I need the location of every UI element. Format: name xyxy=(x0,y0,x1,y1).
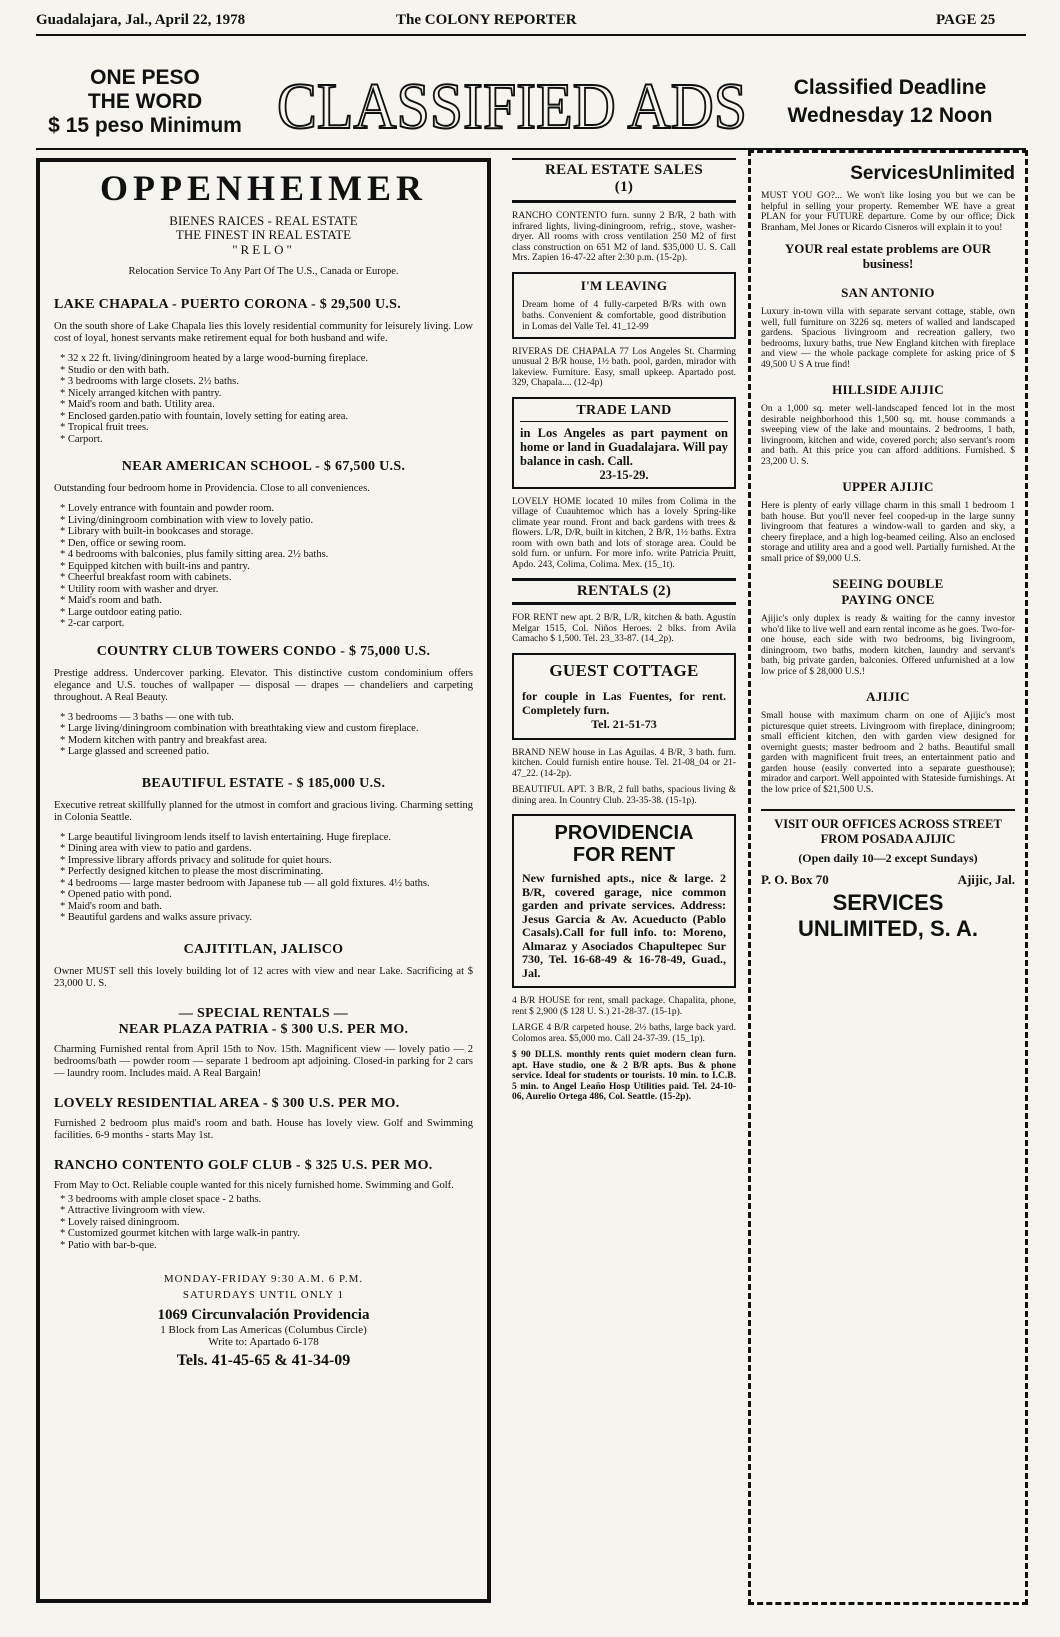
feature-item: * Maid's room and bath. xyxy=(72,595,473,607)
services-unlimited-ad xyxy=(748,150,1028,1605)
feature-item: * Tropical fruit trees. xyxy=(72,422,473,434)
feature-item: * Opened patio with pond. xyxy=(72,889,473,901)
oppenheimer-relo: "RELO" xyxy=(232,242,295,257)
office-address-note: 1 Block from Las Americas (Columbus Circle) xyxy=(160,1324,367,1336)
feature-item: * Den, office or sewing room. xyxy=(72,538,473,550)
town: Ajijic, Jal. xyxy=(957,872,1015,887)
section-head-sales: REAL ESTATE SALES xyxy=(512,158,736,179)
oppenheimer-sub1: BIENES RAICES - REAL ESTATE xyxy=(169,213,358,228)
listing-subhead: PAYING ONCE xyxy=(841,592,935,607)
unlimited-logo: UNLIMITED, S. A. xyxy=(797,916,979,941)
masthead-paper: The COLONY REPORTER xyxy=(396,12,577,28)
listing-head: AJIJIC xyxy=(866,689,910,704)
section-number: (1) xyxy=(512,179,736,203)
feature-item: * Large glassed and screened patio. xyxy=(72,746,473,758)
feature-item: * Nicely arranged kitchen with pantry. xyxy=(72,388,473,400)
feature-item: * Large beautiful livingroom lends itself to lavish entertaining. Huge fireplace. xyxy=(72,832,473,844)
deadline-line-2: Wednesday 12 Noon xyxy=(787,104,993,127)
feature-item: * Impressive library affords privacy and solitude for quiet hours. xyxy=(72,855,473,867)
feature-item: * Studio or den with bath. xyxy=(72,365,473,377)
listing-head: RANCHO CONTENTO GOLF CLUB - $ 325 U.S. PER MO. xyxy=(54,1157,433,1173)
oppenheimer-name: OPPENHEIMER xyxy=(99,168,427,208)
listing-text: Outstanding four bedroom home in Providencia. Close to all conveniences. xyxy=(54,483,370,494)
ad-head: TRADE LAND xyxy=(520,403,728,422)
feature-item: * Modern kitchen with pantry and breakfast area. xyxy=(72,735,473,747)
office-phones: Tels. 41-45-65 & 41-34-09 xyxy=(176,1352,351,1369)
po-box: P. O. Box 70 xyxy=(761,872,829,887)
ad-subhead: FOR RENT xyxy=(572,844,676,866)
feature-item: * Carport. xyxy=(72,434,473,446)
svc-head: ServicesUnlimited xyxy=(850,163,1015,184)
ad-brand-new: BRAND NEW house in Las Aguilas. 4 B/R, 3 bath. furn. kitchen. Could furnish entire house. Tel. 21-08_04 or 21-47_22. (14-2p). xyxy=(512,747,736,779)
listing-text: Ajijic's only duplex is ready & waiting for the canny investor who'd like to live well and earn rental income as he goes. Two-for-one house, each side with two bedrooms, big livingroom, diningroom, two baths, modern kitchen, laundry and servant's bath, big private garden, balconies. Offered unfurnished at a low low price of $ 28,000 U.S.! xyxy=(761,614,1015,677)
office-address: 1069 Circunvalación Providencia xyxy=(157,1307,370,1323)
feature-item: * Maid's room and bath. xyxy=(72,901,473,913)
svc-must-you-go: MUST YOU GO?... We won't like losing you but we can be helpful in selling your property. Remember WE have a great PLAN for your FUTURE departure. Come by our office; Dick Branham, Mel Jones or Ricardo Cisneros will explain it to you! xyxy=(761,191,1015,233)
feature-item: * 3 bedrooms with large closets. 2½ baths. xyxy=(72,376,473,388)
listing-text: Here is plenty of early village charm in this small 1 bedroom 1 bath house. But you'll never feel cooped-up in the large sunny livingroom that features a window-wall to garden and sky, a cheery fireplace, and a high log-beamed ceiling. Also an enclosed storage and utility area and a good well. Partially furnished. At the small price of $9,000 U.S. xyxy=(761,501,1015,564)
listing-text: On a 1,000 sq. meter well-landscaped fenced lot in the most desirable neighborhood this 1,500 sq. mt. house commands a sweeping view of the lake and mountains. 2 bedrooms, 1 bath, livingroom, kitchen and wide, covered porch; also servant's room and bath. At this price you can afford additions. Furnished. $ 23,200 U. S. xyxy=(761,404,1015,467)
listing-features xyxy=(54,712,473,758)
services-logo: SERVICES xyxy=(832,890,944,915)
ad-for-rent: FOR RENT new apt. 2 B/R, L/R, kitchen & bath. Agustín Melgar 1515, Col. Niños Heroes. 2 blks. from Avila Camacho $ 1,500. Tel. 23_33-87. (14_2p). xyxy=(512,613,736,644)
listing-head: NEAR AMERICAN SCHOOL - $ 67,500 U.S. xyxy=(121,459,406,474)
ad-trade-land xyxy=(512,397,736,489)
feature-item: * Library with built-in bookcases and storage. xyxy=(72,526,473,538)
listing-features xyxy=(54,1194,473,1252)
oppenheimer-ad xyxy=(36,158,491,1603)
listing-head: COUNTRY CLUB TOWERS CONDO - $ 75,000 U.S. xyxy=(96,643,431,659)
listing-text: Prestige address. Undercover parking. Elevator. This distinctive custom condominium offers elegance and U.S. touches of wallpaper — disposal — drapes — chandeliers and carpeting throughout. A Real Beauty. xyxy=(54,667,473,703)
listing-head: NEAR PLAZA PATRIA - $ 300 U.S. PER MO. xyxy=(118,1021,409,1037)
listing-text: Furnished 2 bedroom plus maid's room and bath. House has lovely view. Golf and Swimming facilities. 6-9 months - starts May 1st. xyxy=(54,1117,473,1141)
ad-four-br-house: 4 B/R HOUSE for rent, small package. Chapalita, phone, rent $ 2,900 ($ 128 U. S.) 21-28-37. (15-1p). xyxy=(512,996,736,1017)
classified-title-outline xyxy=(272,70,752,145)
ad-text: for couple in Las Fuentes, for rent. Completely furn. xyxy=(522,688,726,717)
ad-riveras: RIVERAS DE CHAPALA 77 Los Angeles St. Charming unusual 2 B/R house, 1½ bath. pool, garden, mirador with lakeview. Furniture. Easy, small upkeep. Apartado post. 329, Chapala.... (12-4p) xyxy=(512,346,736,388)
special-rentals-head: — SPECIAL RENTALS — xyxy=(178,1005,349,1021)
ad-text: in Los Angeles as part payment on home or land in Guadalajara. Will pay balance in cash. Call. xyxy=(520,425,728,468)
feature-item: * 4 bedrooms — large master bedroom with Japanese tub — all gold fixtures. 4½ baths. xyxy=(72,878,473,890)
rate-line-1: ONE PESO xyxy=(90,66,200,89)
office-hours-saturday: SATURDAYS UNTIL ONLY 1 xyxy=(182,1289,345,1301)
oppenheimer-sub2: THE FINEST IN REAL ESTATE xyxy=(175,227,352,242)
svc-problems: YOUR real estate problems are OUR business! xyxy=(784,241,992,271)
listing-text: Owner MUST sell this lovely building lot of 12 acres with view and near Lake. Sacrificing at $ 23,000 U. S. xyxy=(54,965,473,989)
feature-item: * Beautiful gardens and walks assure privacy. xyxy=(72,912,473,924)
feature-item: * 4 bedrooms with balconies, plus family sitting area. 2½ baths. xyxy=(72,549,473,561)
listing-text: Small house with maximum charm on one of Ajijic's most picturesque quiet streets. Livingroom with fireplace, diningroom; small efficient kitchen, den with garden view designed for overnight guests; master bedroom and 2 baths. Beautiful small garden with magnificent fruit trees, an entertainment patio and garden house (easily converted into a separate guesthouse); mirador and carport. Well appointed with Stateside furnishings. At the low price of $21,500 U.S. xyxy=(761,711,1015,795)
relocation-text: Relocation Service To Any Part Of The U.S., Canada or Europe. xyxy=(128,266,399,277)
ad-providencia xyxy=(512,814,736,988)
listing-text: From May to Oct. Reliable couple wanted for this nicely furnished home. Swimming and Golf. xyxy=(54,1179,454,1191)
listing-head: UPPER AJIJIC xyxy=(842,479,934,494)
feature-item: * 2-car carport. xyxy=(72,618,473,630)
ad-im-leaving xyxy=(512,272,736,339)
ad-large-house: LARGE 4 B/R carpeted house. 2½ baths, large back yard. Colomos area. $5,000 mo. Call 24-37-39. (15_1p). xyxy=(512,1023,736,1044)
feature-item: * Customized gourmet kitchen with large walk-in pantry. xyxy=(72,1228,473,1240)
ad-beautiful-apt: BEAUTIFUL APT. 3 B/R, 2 full baths, spacious living & dining area. In Country Club. 23-35-38. (15-1p). xyxy=(512,785,736,806)
mailing-address: Write to: Apartado 6-178 xyxy=(208,1336,319,1348)
masthead-rule xyxy=(36,34,1026,36)
listing-head: LOVELY RESIDENTIAL AREA - $ 300 U.S. PER MO. xyxy=(54,1095,400,1111)
section-head-rentals: RENTALS (2) xyxy=(512,578,736,605)
listing-features xyxy=(54,503,473,630)
ad-text: Dream home of 4 fully-carpeted B/Rs with own baths. Convenient & comfortable, good distribution in Lomas del Valle Tel. 41_12-99 xyxy=(522,299,726,332)
listing-head: SEEING DOUBLE xyxy=(832,576,944,591)
listing-head: SAN ANTONIO xyxy=(841,285,935,300)
listing-features xyxy=(54,832,473,924)
feature-item: * Lovely raised diningroom. xyxy=(72,1217,473,1229)
listing-text: On the south shore of Lake Chapala lies this lovely residential community for leisurely living. Low cost of loyal, honest servants make retirement equal for both husband and wife. xyxy=(54,321,473,344)
office-hours-weekday: MONDAY-FRIDAY 9:30 A.M. 6 P.M. xyxy=(163,1273,364,1285)
masthead-date: Guadalajara, Jal., April 22, 1978 xyxy=(36,12,246,28)
feature-item: * Dining area with view to patio and gardens. xyxy=(72,843,473,855)
feature-item: * Perfectly designed kitchen to please the most discriminating. xyxy=(72,866,473,878)
page-number: PAGE 25 xyxy=(936,12,996,28)
rate-box xyxy=(40,66,250,138)
listing-features xyxy=(54,353,473,445)
deadline-box xyxy=(760,74,1020,130)
listing-head: HILLSIDE AJIJIC xyxy=(832,382,944,397)
feature-item: * Maid's room and bath. Utility area. xyxy=(72,399,473,411)
ad-guest-cottage xyxy=(512,653,736,740)
feature-item: * 3 bedrooms with ample closet space - 2 baths. xyxy=(72,1194,473,1206)
feature-item: * Attractive livingroom with view. xyxy=(72,1205,473,1217)
ad-lovely-home: LOVELY HOME located 10 miles from Colima in the village of Cuauhtemoc which has a lovely Spring-like climate year round. Front and back gardens with trees & flowers. L/R, D/R, built in kitchen, 2 B/R, 1½ baths. Extra room with own bath and lots of storage area. Could be sold furn. or unfurn. For more info. write Patricia Pruitt, Apdo. 243, Colima, Colima. Mex. (15_1t). xyxy=(512,496,736,570)
rate-line-3: $ 15 peso Minimum xyxy=(48,114,242,137)
ad-text: New furnished apts., nice & large. 2 B/R, covered garage, nice common garden and private services. Address: Jesus Garcia & Av. Acueducto (Pablo Casals).Call for full info. to: Moreno, Almaraz y Asociados Chapultepec Sur 730, Tel. 16-68-49 & 16-78-49, Guad., Jal. xyxy=(522,871,726,980)
ad-rancho-contento: RANCHO CONTENTO furn. sunny 2 B/R, 2 bath with infrared lights, living-diningroom, refrig., stove, washer-dryer. All rooms with cross ventilation 250 M2 of first class construction on 651 M2 of land. $35,000 U. S. Call Mrs. Zapien 16-47-22 after 2:30 p.m. (15-2p). xyxy=(512,211,736,263)
listing-head: BEAUTIFUL ESTATE - $ 185,000 U.S. xyxy=(141,775,386,791)
ad-head: PROVIDENCIA xyxy=(554,822,694,844)
ad-phone: Tel. 21-51-73 xyxy=(591,716,657,731)
listing-text: Charming Furnished rental from April 15th to Nov. 15th. Magnificent view — lovely patio — 2 bedrooms/bath — powder room — separate 1 bedroom apt adjoining. Closed-in parking for 2 cars — laundry room. Includes maid. A Real Bargain! xyxy=(54,1043,473,1079)
classified-title-text: CLASSIFIED ADS xyxy=(277,70,747,143)
ad-head: I'M LEAVING xyxy=(580,277,668,293)
feature-item: * Equipped kitchen with built-ins and pantry. xyxy=(72,561,473,573)
feature-item: * Living/diningroom combination with view to lovely patio. xyxy=(72,515,473,527)
feature-item: * Cheerful breakfast room with cabinets. xyxy=(72,572,473,584)
ad-head: GUEST COTTAGE xyxy=(549,660,699,680)
feature-item: * Large outdoor eating patio. xyxy=(72,607,473,619)
classified-title xyxy=(272,70,752,145)
feature-item: * Utility room with washer and dryer. xyxy=(72,584,473,596)
feature-item: * 32 x 22 ft. living/diningroom heated by a large wood-burning fireplace. xyxy=(72,353,473,365)
ad-phone: 23-15-29. xyxy=(599,467,649,482)
rate-line-2: THE WORD xyxy=(87,90,203,113)
ad-90-dlls: $ 90 DLLS. monthly rents quiet modern clean furn. apt. Have studio, one & 2 B/R apts. Bus & phone service. Ideal for students or tourists. 10 min. to I.C.B. 5 min. to Angel Leaño Hosp Utilities paid. Tel. 24-10-06, Aurelio Ortega 486, Col. Seattle. (15-2p). xyxy=(512,1050,736,1102)
feature-item: * Patio with bar-b-que. xyxy=(72,1240,473,1252)
open-hours: (Open daily 10—2 except Sundays) xyxy=(798,851,978,865)
feature-item: * Enclosed garden.patio with fountain, lovely setting for eating area. xyxy=(72,411,473,423)
listing-head: CAJITITLAN, JALISCO xyxy=(183,941,344,957)
mailing-line xyxy=(761,872,1015,888)
visit-offices: VISIT OUR OFFICES ACROSS STREET FROM POSADA AJIJIC xyxy=(761,809,1015,847)
deadline-line-1: Classified Deadline xyxy=(793,76,987,99)
feature-item: * 3 bedrooms — 3 baths — one with tub. xyxy=(72,712,473,724)
feature-item: * Large living/diningroom combination with breathtaking view and custom fireplace. xyxy=(72,723,473,735)
listing-head: LAKE CHAPALA - PUERTO CORONA - $ 29,500 U.S. xyxy=(54,297,402,312)
middle-column xyxy=(512,158,736,1103)
feature-item: * Lovely entrance with fountain and powder room. xyxy=(72,503,473,515)
listing-text: Executive retreat skillfully planned for the utmost in comfort and gracious living. Charming setting in Colonia Seattle. xyxy=(54,799,473,823)
listing-text: Luxury in-town villa with separate servant cottage, stable, own well, full furniture on 3226 sq. meters of walled and landscaped gardens. Spacious livingroom and recreation gallery, two bedrooms, luxury baths, true New England kitchen with fireplace and view — the whole package complete for asking price of $ 49,500 U S A true find! xyxy=(761,307,1015,370)
